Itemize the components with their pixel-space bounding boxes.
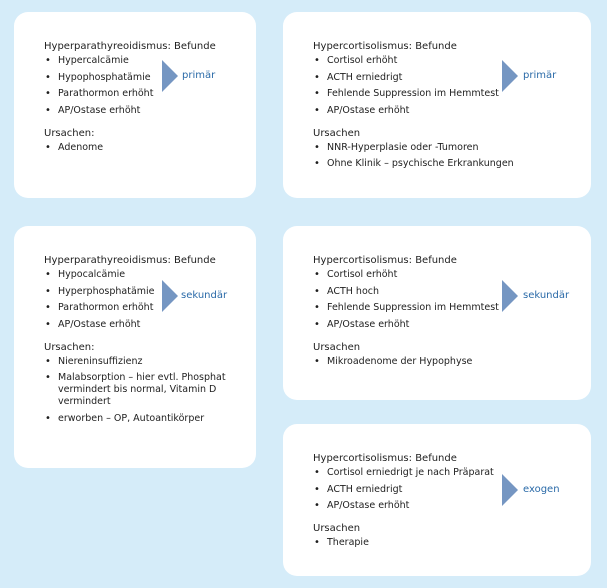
list-item: • Hypercalcämie bbox=[44, 55, 252, 67]
list-item: • ACTH hoch bbox=[313, 286, 587, 298]
card-title: Hyperparathyreoidismus: Befunde bbox=[44, 41, 216, 52]
list-item: • Niereninsuffizienz bbox=[44, 356, 234, 368]
causes-list bbox=[313, 142, 587, 171]
list-item: • Cortisol erhöht bbox=[313, 55, 587, 67]
card-title: Hypercortisolismus: Befunde bbox=[313, 41, 457, 52]
marker-label-primaer: primär bbox=[182, 70, 216, 81]
card-hyperparathyreoidismus-primaer bbox=[14, 12, 256, 198]
arrow-icon bbox=[502, 60, 518, 92]
card-hypercortisolismus-exogen bbox=[283, 424, 591, 576]
list-item: • AP/Ostase erhöht bbox=[44, 319, 252, 331]
card-title: Hypercortisolismus: Befunde bbox=[313, 255, 457, 266]
marker-label-exogen: exogen bbox=[523, 484, 560, 495]
card-title: Hyperparathyreoidismus: Befunde bbox=[44, 255, 216, 266]
list-item: • Fehlende Suppression im Hemmtest bbox=[313, 302, 587, 314]
list-item: • erworben – OP, Autoantikörper bbox=[44, 413, 234, 425]
list-item: • ACTH erniedrigt bbox=[313, 72, 587, 84]
arrow-icon bbox=[162, 60, 178, 92]
marker-label-sekundaer: sekundär bbox=[523, 290, 570, 301]
causes-heading: Ursachen: bbox=[44, 127, 95, 139]
arrow-icon bbox=[162, 280, 178, 312]
card-hypercortisolismus-sekundaer bbox=[283, 226, 591, 400]
list-item: • AP/Ostase erhöht bbox=[313, 500, 587, 512]
findings-list bbox=[44, 55, 252, 117]
card-hypercortisolismus-primaer bbox=[283, 12, 591, 198]
findings-list bbox=[313, 55, 587, 117]
list-item: • Cortisol erhöht bbox=[313, 269, 587, 281]
list-item: • NNR-Hyperplasie oder -Tumoren bbox=[313, 142, 587, 154]
list-item: • Parathormon erhöht bbox=[44, 302, 252, 314]
arrow-icon bbox=[502, 280, 518, 312]
list-item: • Cortisol erniedrigt je nach Präparat bbox=[313, 467, 587, 479]
list-item: • Hypocalcämie bbox=[44, 269, 252, 281]
causes-heading: Ursachen bbox=[313, 523, 361, 534]
causes-heading: Ursachen bbox=[313, 341, 361, 353]
causes-list bbox=[313, 537, 587, 549]
arrow-icon bbox=[502, 474, 518, 506]
list-item: • ACTH erniedrigt bbox=[313, 484, 587, 496]
causes-heading: Ursachen bbox=[313, 127, 361, 139]
list-item: • Hypophosphatämie bbox=[44, 72, 252, 84]
card-hyperparathyreoidismus-sekundaer bbox=[14, 226, 256, 468]
list-item: • Therapie bbox=[313, 537, 587, 549]
causes-heading: Ursachen: bbox=[44, 341, 95, 353]
list-item: • AP/Ostase erhöht bbox=[313, 105, 587, 117]
list-item: • Ohne Klinik – psychische Erkrankungen bbox=[313, 158, 587, 170]
causes-list bbox=[313, 356, 587, 368]
list-item: • Malabsorption – hier evtl. Phosphat vermindert bis normal, Vitamin D vermindert bbox=[44, 372, 234, 408]
list-item: • AP/Ostase erhöht bbox=[44, 105, 252, 117]
marker-label-primaer: primär bbox=[523, 70, 557, 81]
list-item: • Parathormon erhöht bbox=[44, 88, 252, 100]
list-item: • Adenome bbox=[44, 142, 252, 154]
causes-list bbox=[44, 142, 252, 154]
list-item: • Hyperphosphatämie bbox=[44, 286, 252, 298]
causes-list bbox=[44, 356, 234, 425]
list-item: • Fehlende Suppression im Hemmtest bbox=[313, 88, 587, 100]
list-item: • Mikroadenome der Hypophyse bbox=[313, 356, 587, 368]
card-title: Hypercortisolismus: Befunde bbox=[313, 453, 457, 464]
marker-label-sekundaer: sekundär bbox=[181, 290, 228, 301]
list-item: • AP/Ostase erhöht bbox=[313, 319, 587, 331]
